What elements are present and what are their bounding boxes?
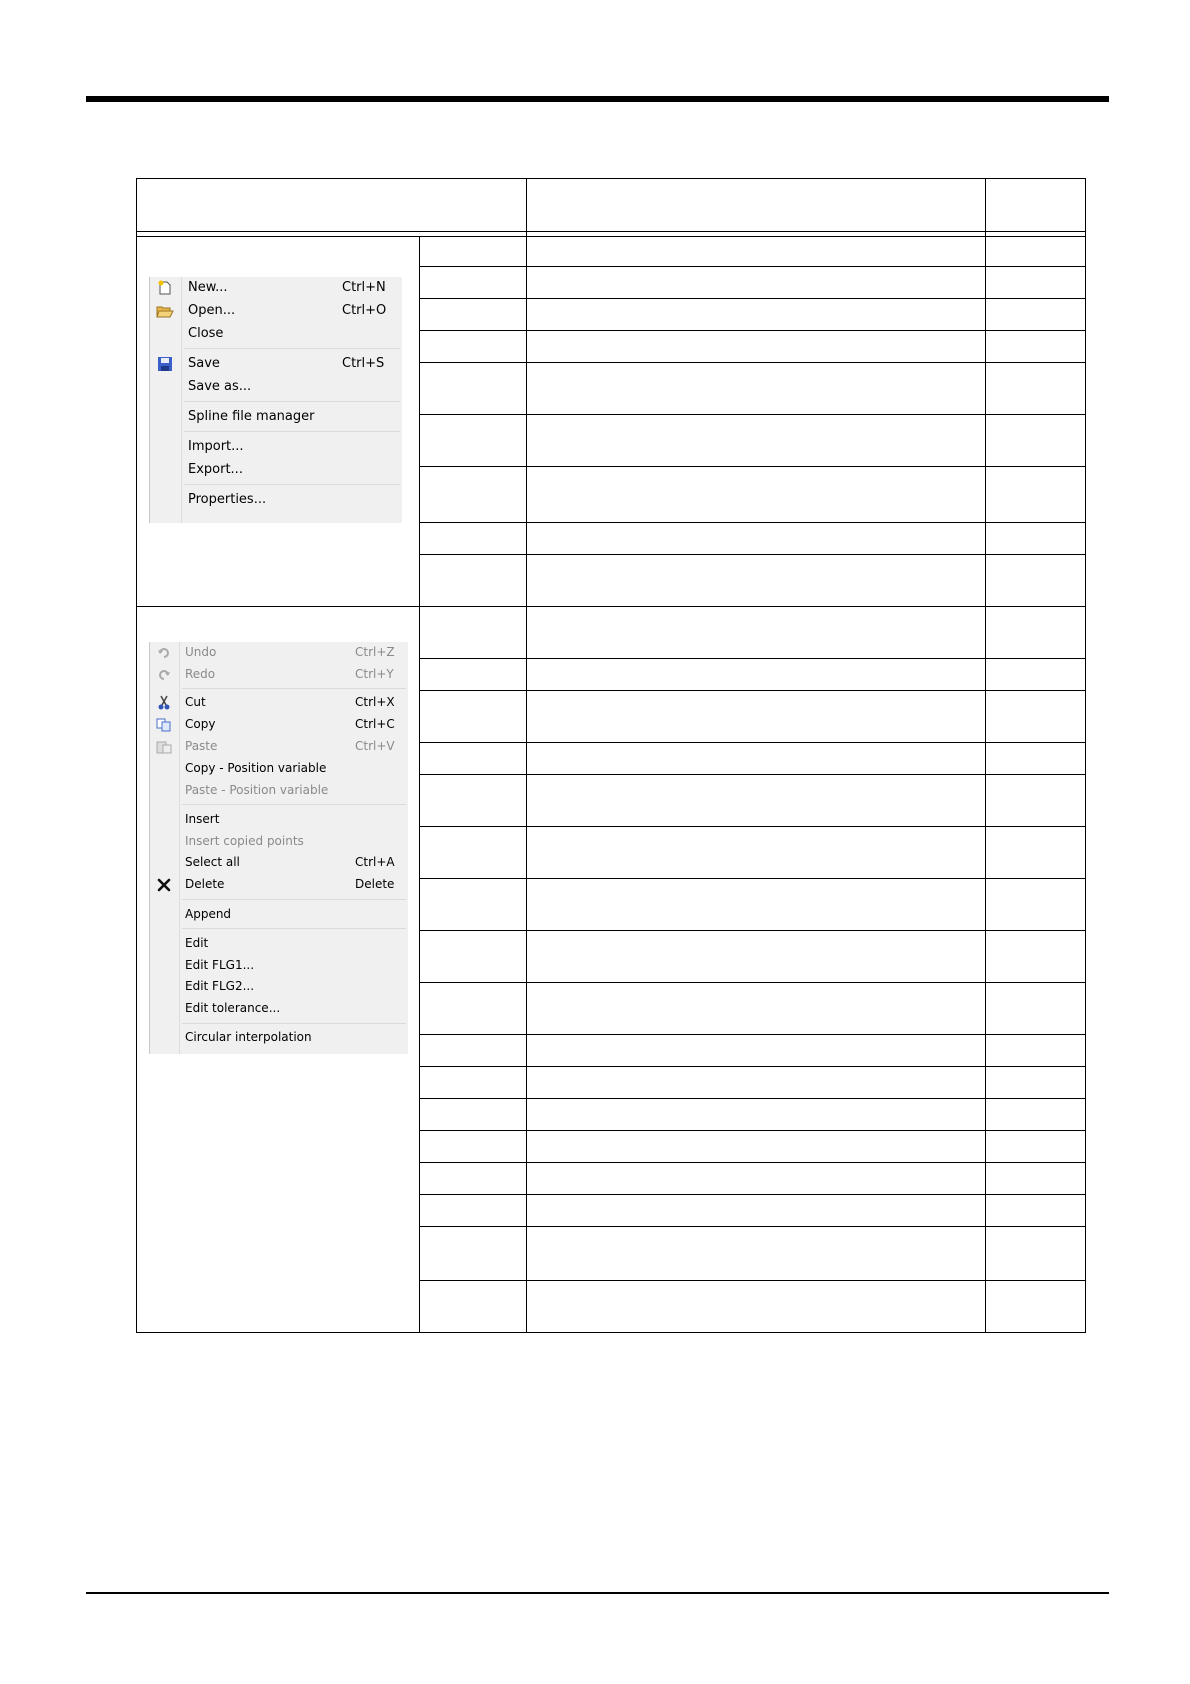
menu-item-label: Copy - Position variable — [185, 761, 327, 775]
menu-item-label: Edit FLG2... — [185, 979, 255, 993]
table-border-bottom — [136, 1332, 1086, 1333]
menu-item-label: Circular interpolation — [185, 1030, 312, 1044]
undo-icon — [155, 644, 173, 662]
menu-item-shortcut: Ctrl+A — [355, 855, 395, 869]
footer-rule — [86, 1592, 1109, 1594]
menu-item-edit-flg2[interactable] — [150, 976, 408, 998]
table-row-divider — [419, 930, 1086, 931]
header-rule — [86, 96, 1109, 102]
menu-item-label: Insert — [185, 812, 220, 826]
menu-item-shortcut: Ctrl+V — [355, 739, 395, 753]
table-row-divider — [419, 658, 1086, 659]
table-row-divider — [419, 774, 1086, 775]
table-row-divider — [419, 414, 1086, 415]
table-row-divider — [419, 522, 1086, 523]
table-row-divider — [419, 362, 1086, 363]
menu-item-label: Properties... — [188, 492, 267, 507]
menu-item-label: Paste - Position variable — [185, 783, 329, 797]
menu-item-label: Insert copied points — [185, 834, 304, 848]
menu-item-edit-flg1[interactable] — [150, 955, 408, 977]
scissors-icon — [155, 694, 173, 712]
table-row-divider — [419, 1226, 1086, 1227]
table-row-divider — [419, 742, 1086, 743]
table-row-divider — [419, 1098, 1086, 1099]
save-disk-icon — [156, 355, 174, 373]
menu-item-shortcut: Ctrl+C — [355, 717, 395, 731]
menu-item-label: Cut — [185, 695, 206, 709]
menu-item-shortcut: Ctrl+S — [342, 356, 385, 371]
menu-item-label: Import... — [188, 439, 244, 454]
menu-item-paste-position-variable[interactable] — [150, 780, 408, 802]
table-row-divider — [419, 554, 1086, 555]
menu-item-append[interactable] — [150, 904, 408, 926]
menu-separator — [182, 804, 406, 805]
table-column-divider — [526, 178, 527, 1333]
table-border-right — [1085, 178, 1086, 1333]
menu-separator — [182, 1023, 406, 1024]
menu-item-import[interactable] — [150, 436, 402, 458]
menu-item-shortcut: Ctrl+Z — [355, 645, 395, 659]
table-row-divider — [419, 1194, 1086, 1195]
menu-item-label: Close — [188, 326, 224, 341]
table-row-divider — [419, 1280, 1086, 1281]
menu-item-copy[interactable] — [150, 714, 408, 736]
menu-item-label: Append — [185, 907, 232, 921]
menu-item-copy-position-variable[interactable] — [150, 758, 408, 780]
menu-item-label: Select all — [185, 855, 240, 869]
menu-item-label: Edit FLG1... — [185, 958, 255, 972]
menu-item-label: Edit — [185, 936, 209, 950]
table-row-divider — [419, 1034, 1086, 1035]
table-row-divider — [419, 878, 1086, 879]
table-column-divider — [985, 178, 986, 1333]
menu-item-label: Delete — [185, 877, 225, 891]
menu-item-label: Export... — [188, 462, 243, 477]
menu-separator — [182, 899, 406, 900]
menu-item-edit-tolerance[interactable] — [150, 998, 408, 1020]
menu-item-undo[interactable] — [150, 642, 408, 664]
menu-item-insert-copied-points[interactable] — [150, 831, 408, 853]
menu-item-label: Undo — [185, 645, 217, 659]
menu-item-label: Save — [188, 356, 220, 371]
table-border-top — [136, 178, 1086, 179]
menu-item-delete[interactable] — [150, 874, 408, 896]
menu-item-label: Spline file manager — [188, 409, 315, 424]
menu-item-label: Copy — [185, 717, 216, 731]
menu-item-label: Paste — [185, 739, 218, 753]
copy-icon — [155, 716, 173, 734]
table-column-divider — [419, 236, 420, 1333]
menu-item-save[interactable] — [150, 353, 402, 375]
table-row-divider — [419, 330, 1086, 331]
menu-item-label: Open... — [188, 303, 236, 318]
menu-separator — [184, 401, 400, 402]
menu-item-close[interactable] — [150, 323, 402, 345]
menu-item-select-all[interactable] — [150, 852, 408, 874]
menu-item-shortcut: Ctrl+Y — [355, 667, 394, 681]
menu-item-properties[interactable] — [150, 489, 402, 511]
menu-separator — [182, 928, 406, 929]
menu-item-spline-file-manager[interactable] — [150, 406, 402, 428]
menu-item-save-as[interactable] — [150, 376, 402, 398]
menu-item-cut[interactable] — [150, 692, 408, 714]
table-row-divider — [419, 690, 1086, 691]
menu-item-label: New... — [188, 280, 228, 295]
table-header-rule — [136, 236, 1086, 237]
menu-item-insert[interactable] — [150, 809, 408, 831]
table-row-divider — [419, 1162, 1086, 1163]
menu-item-redo[interactable] — [150, 664, 408, 686]
table-row-divider — [419, 1130, 1086, 1131]
menu-item-shortcut: Ctrl+X — [355, 695, 395, 709]
menu-item-label: Redo — [185, 667, 216, 681]
table-border-left — [136, 178, 137, 1333]
menu-separator — [184, 348, 400, 349]
menu-item-label: Save as... — [188, 379, 252, 394]
table-row-divider — [419, 298, 1086, 299]
menu-separator — [184, 431, 400, 432]
paste-icon — [155, 738, 173, 756]
table-section-divider — [136, 606, 1086, 607]
table-row-divider — [419, 1066, 1086, 1067]
file-menu — [149, 277, 402, 523]
redo-icon — [155, 666, 173, 684]
menu-item-circular-interpolation[interactable] — [150, 1027, 408, 1049]
menu-separator — [182, 688, 406, 689]
menu-item-shortcut: Ctrl+O — [342, 303, 387, 318]
menu-item-label: Edit tolerance... — [185, 1001, 281, 1015]
menu-item-edit[interactable] — [150, 933, 408, 955]
table-row-divider — [419, 266, 1086, 267]
menu-item-paste[interactable] — [150, 736, 408, 758]
table-row-divider — [419, 826, 1086, 827]
open-folder-icon — [156, 302, 174, 320]
table-header-rule — [136, 231, 1086, 232]
menu-item-new[interactable] — [150, 277, 402, 299]
menu-item-shortcut: Delete — [355, 877, 395, 891]
new-file-icon — [156, 279, 174, 297]
menu-separator — [184, 484, 400, 485]
table-row-divider — [419, 982, 1086, 983]
menu-item-export[interactable] — [150, 459, 402, 481]
table-row-divider — [419, 466, 1086, 467]
delete-x-icon — [155, 876, 173, 894]
menu-item-shortcut: Ctrl+N — [342, 280, 386, 295]
menu-item-open[interactable] — [150, 300, 402, 322]
edit-menu — [149, 642, 408, 1054]
